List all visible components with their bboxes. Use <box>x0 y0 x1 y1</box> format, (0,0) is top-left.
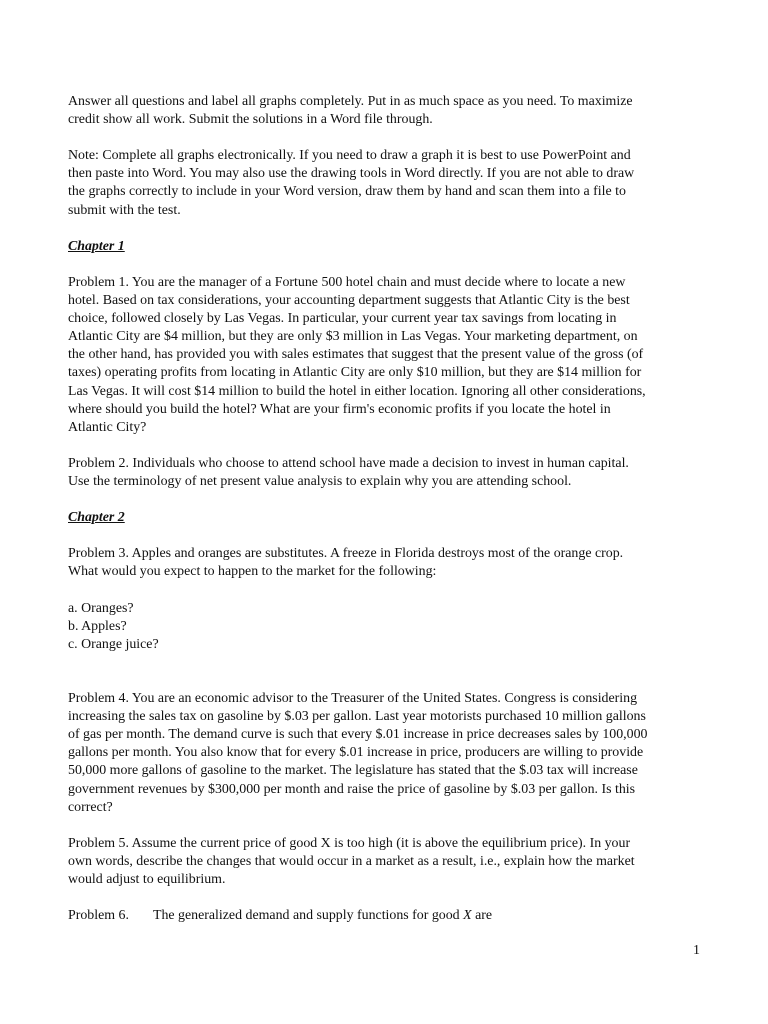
problem-3-paragraph <box>68 545 708 581</box>
text-line: taxes) operating profits from locating in Atlantic City are only $10 million, but they are $14 million for <box>68 365 642 381</box>
text-line: Problem 1. You are the manager of a Fortune 500 hotel chain and must decide where to locate a new <box>68 274 626 290</box>
text-line: Note: Complete all graphs electronically. If you need to draw a graph it is best to use PowerPoint and <box>68 148 631 164</box>
text-line: Answer all questions and label all graphs completely. Put in as much space as you need. To maximize <box>68 94 633 109</box>
list-item: b. Apples? <box>68 618 127 634</box>
text-line: Atlantic City? <box>68 419 147 435</box>
problem-6-text-before: The generalized demand and supply functions for good <box>152 908 464 924</box>
text-line: correct? <box>68 799 113 815</box>
text-line: What would you expect to happen to the market for the following: <box>68 564 437 580</box>
text-line: own words, describe the changes that would occur in a market as a result, i.e., explain how the market <box>68 853 635 869</box>
text-line: Las Vegas. It will cost $14 million to build the hotel in either location. Ignoring all other considerations, <box>68 383 646 399</box>
text-line: the graphs correctly to include in your Word version, draw them by hand and scan them into a file to <box>68 184 626 200</box>
text-line: submit with the test. <box>68 202 181 218</box>
text-line: Use the terminology of net present value analysis to explain why you are attending school. <box>68 473 572 489</box>
text-line: Problem 5. Assume the current price of good X is too high (it is above the equilibrium price). In your <box>68 835 631 851</box>
text-line: choice, followed closely by Las Vegas. In particular, your current year tax savings from locating in <box>68 311 617 327</box>
document-page <box>68 93 708 943</box>
text-line: Problem 2. Individuals who choose to attend school have made a decision to invest in human capital. <box>68 455 629 471</box>
text-line <box>68 907 708 925</box>
text-line: credit show all work. Submit the solutions in a Word file through. <box>68 112 433 128</box>
problem-1-paragraph <box>68 274 708 437</box>
problem-5-paragraph <box>68 835 708 889</box>
text-line: then paste into Word. You may also use the drawing tools in Word directly. If you are not able to draw <box>68 166 635 182</box>
page-number: 1 <box>693 943 700 958</box>
text-line: Atlantic City are $4 million, but they are only $3 million in Las Vegas. Your marketing department, on <box>68 329 638 345</box>
text-line: would adjust to equilibrium. <box>68 872 226 888</box>
text-line: of gas per month. The demand curve is such that every $.01 increase in price decreases sales by 100,000 <box>68 727 648 743</box>
chapter-1-heading: Chapter 1 <box>68 238 125 254</box>
text-line: increasing the sales tax on gasoline by $.03 per gallon. Last year motorists purchased 10 million gallons <box>68 709 646 725</box>
problem-2-paragraph <box>68 455 708 491</box>
text-line: hotel. Based on tax considerations, your accounting department suggests that Atlantic City is the best <box>68 293 630 309</box>
text-line: Problem 4. You are an economic advisor to the Treasurer of the United States. Congress is considering <box>68 691 638 707</box>
text-line: Problem 3. Apples and oranges are substitutes. A freeze in Florida destroys most of the orange crop. <box>68 546 624 562</box>
text-line: 50,000 more gallons of gasoline to the market. The legislature has stated that the $.03 tax will increase <box>68 763 638 779</box>
problem-6-label: Problem 6. <box>68 908 129 924</box>
note-paragraph <box>68 147 708 219</box>
text-line: the other hand, has provided you with sales estimates that suggest that the present value of the gross (of <box>68 347 644 363</box>
list-item: c. Orange juice? <box>68 636 159 652</box>
problem-6-variable: X <box>463 908 472 924</box>
problem-4-paragraph <box>68 690 708 817</box>
text-line: gallons per month. You also know that for every $.01 increase in price, producers are willing to provide <box>68 745 644 761</box>
problem-6-paragraph <box>68 907 708 925</box>
problem-3-items <box>68 600 708 654</box>
text-line: where should you build the hotel? What are your firm's economic profits if you locate the hotel in <box>68 401 611 417</box>
chapter-2-heading: Chapter 2 <box>68 510 125 526</box>
list-item: a. Oranges? <box>68 600 134 616</box>
instructions-paragraph <box>68 93 708 129</box>
text-line: government revenues by $300,000 per month and raise the price of gasoline by $.03 per gallon. Is this <box>68 781 636 797</box>
problem-6-text-after: are <box>471 908 493 924</box>
blank-line <box>68 672 708 690</box>
